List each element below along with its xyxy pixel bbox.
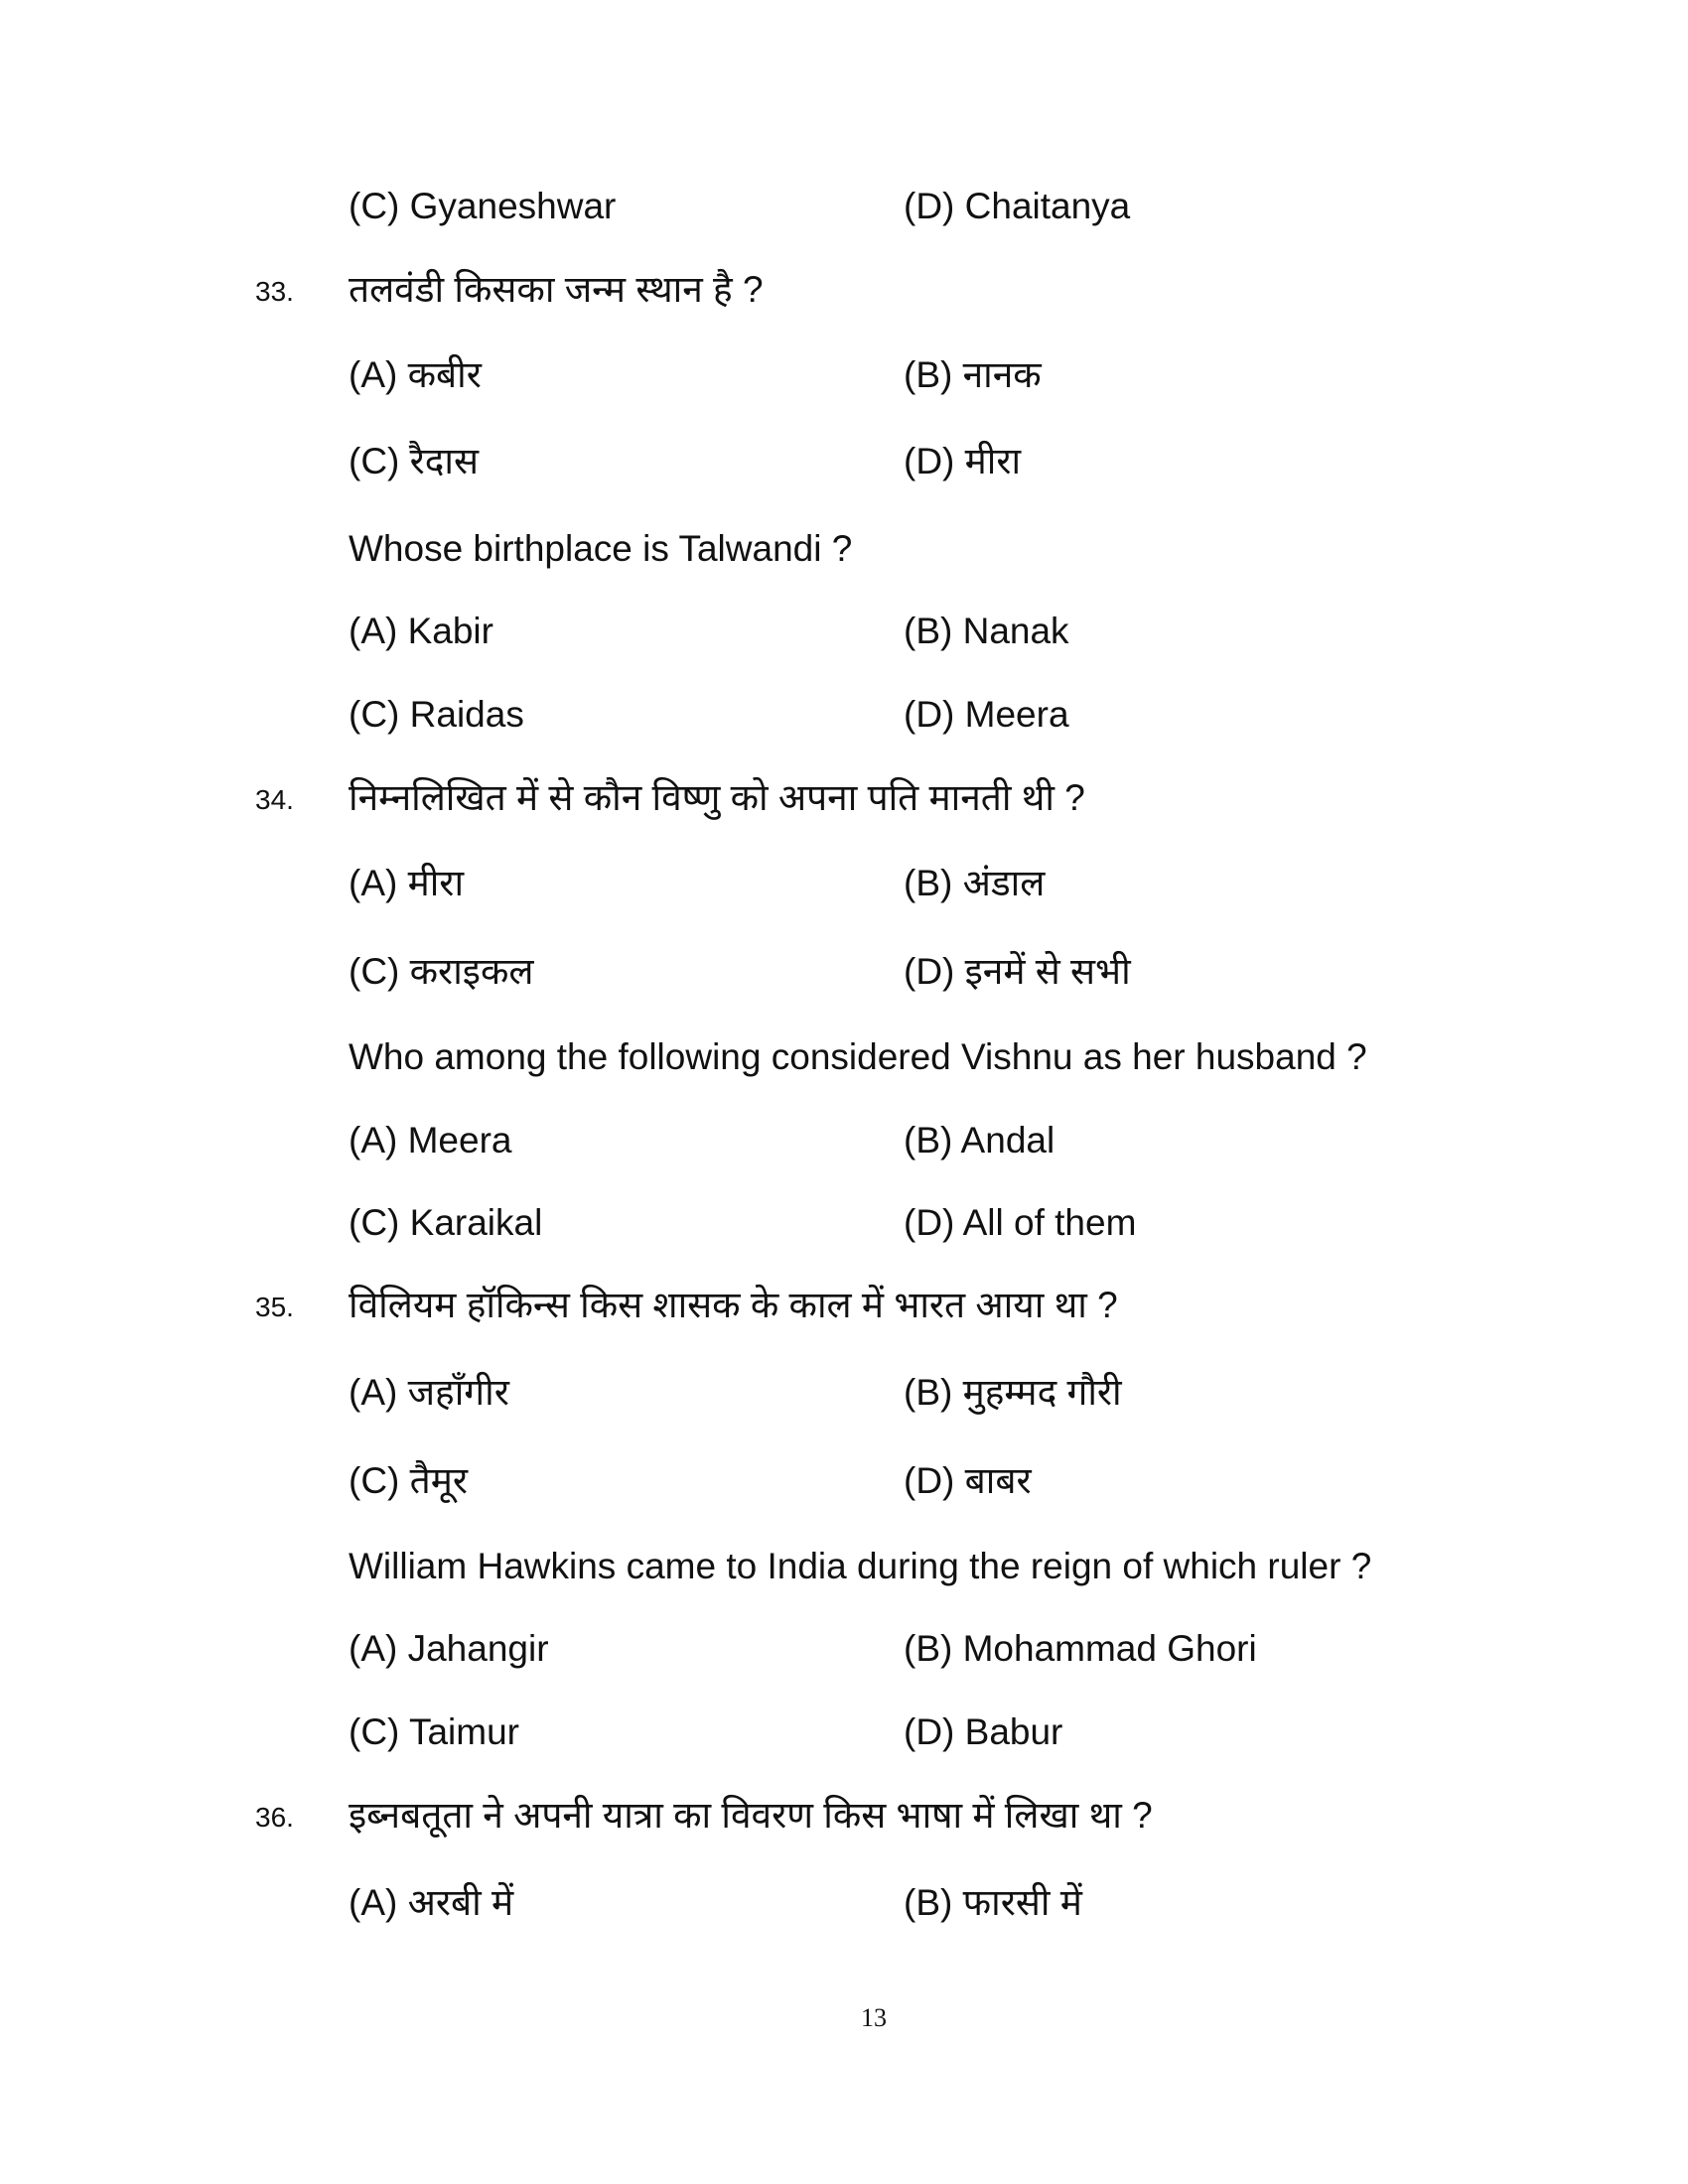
option-a: (A) कबीर — [349, 354, 482, 395]
question-text-hindi: तलवंडी किसका जन्म स्थान है ? — [349, 269, 764, 310]
option-b: (B) मुहम्मद गौरी — [904, 1372, 1122, 1413]
question-text-hindi: निम्नलिखित में से कौन विष्णु को अपना पति मानती थी ? — [349, 777, 1085, 818]
option-d: (D) Meera — [904, 694, 1069, 735]
option-a: (A) मीरा — [349, 863, 465, 903]
question-number: 35. — [255, 1292, 294, 1322]
option-d: (D) इनमें से सभी — [904, 951, 1131, 992]
question-text-english: Whose birthplace is Talwandi ? — [349, 528, 853, 569]
option-a: (A) जहाँगीर — [349, 1372, 509, 1413]
option-d: (D) All of them — [904, 1202, 1137, 1243]
question-text-hindi: विलियम हॉकिन्स किस शासक के काल में भारत आया था ? — [349, 1285, 1118, 1325]
option-c: (C) रैदास — [349, 441, 480, 481]
question-number: 34. — [255, 784, 294, 815]
option-c: (C) तैमूर — [349, 1460, 468, 1501]
option-b: (B) Mohammad Ghori — [904, 1628, 1257, 1669]
option-d: (D) Babur — [904, 1711, 1063, 1752]
question-text-english: Who among the following considered Vishnu as her husband ? — [349, 1036, 1367, 1077]
question-number: 33. — [255, 276, 294, 307]
option-b: (B) अंडाल — [904, 863, 1046, 903]
option-b: (B) Andal — [904, 1120, 1055, 1160]
question-text-english: William Hawkins came to India during the reign of which ruler ? — [349, 1546, 1372, 1586]
option-a: (A) Jahangir — [349, 1628, 549, 1669]
option-d: (D) Chaitanya — [904, 186, 1131, 226]
option-c: (C) कराइकल — [349, 951, 534, 992]
option-b: (B) Nanak — [904, 611, 1069, 651]
question-text-hindi: इब्नबतूता ने अपनी यात्रा का विवरण किस भाषा में लिखा था ? — [349, 1795, 1153, 1836]
option-a: (A) अरबी में — [349, 1882, 514, 1923]
question-number: 36. — [255, 1802, 294, 1833]
option-c: (C) Taimur — [349, 1711, 519, 1752]
option-a: (A) Kabir — [349, 611, 493, 651]
option-b: (B) नानक — [904, 354, 1042, 395]
page-number: 13 — [861, 2003, 887, 2032]
option-c: (C) Raidas — [349, 694, 524, 735]
option-d: (D) मीरा — [904, 441, 1022, 481]
option-a: (A) Meera — [349, 1120, 512, 1160]
option-b: (B) फारसी में — [904, 1882, 1082, 1923]
option-c: (C) Gyaneshwar — [349, 186, 617, 226]
option-d: (D) बाबर — [904, 1460, 1032, 1501]
option-c: (C) Karaikal — [349, 1202, 543, 1243]
